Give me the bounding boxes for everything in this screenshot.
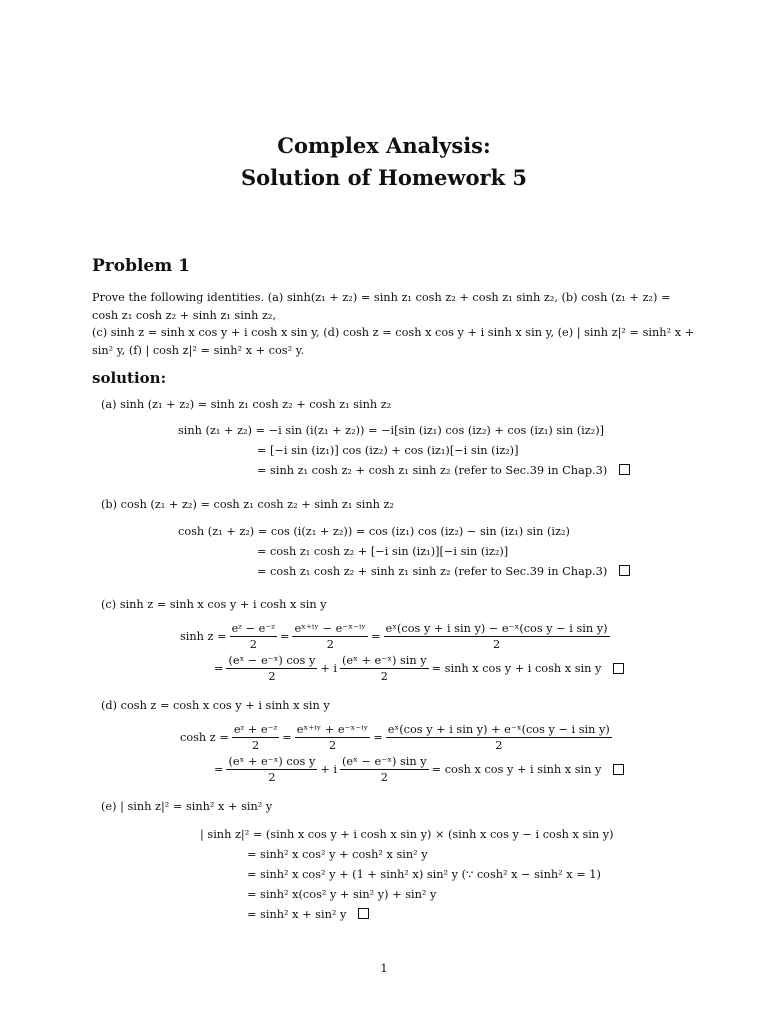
part-e-label: (e) | sinh z|² = sinh² x + sin² y: [101, 800, 273, 813]
part-a-label: (a) sinh (z₁ + z₂) = sinh z₁ cosh z₂ + cosh z₁ sinh z₂: [101, 398, 392, 411]
statement-line: sin² y, (f) | cosh z|² = sinh² x + cos² y.: [92, 343, 305, 357]
statement-line: (c) sinh z = sinh x cos y + i cosh x sin y, (d) cosh z = cosh x cos y + i sinh x sin y, (e) | sinh z|² = sinh² x +: [92, 326, 695, 340]
title-line-2: Solution of Homework 5: [240, 165, 528, 190]
statement-line: cosh z₁ cosh z₂ + sinh z₁ sinh z₂,: [92, 308, 277, 322]
qed-box-icon: [619, 464, 630, 475]
fraction: $\frac{\text{(eˣ − e⁻ˣ) cos y}}{2}$: [228, 654, 316, 683]
fraction: $\frac{\text{eˣ⁺ⁱʸ + e⁻ˣ⁻ⁱʸ}}{2}$: [296, 723, 369, 752]
part-c-label: (c) sinh z = sinh x cos y + i cosh x sin y: [101, 598, 327, 611]
part-d-eq-1: cosh z = $\frac{\text{eᶻ + e⁻ᶻ}}{2}$ = $\frac{\text{eˣ⁺ⁱʸ + e⁻ˣ⁻ⁱʸ}}{2}$ = $\frac{\text{eˣ(cos y + i sin y) + e⁻ˣ(cos y − i sin y)}}{2}$: [180, 723, 610, 752]
fraction: $\frac{\text{eˣ(cos y + i sin y) − e⁻ˣ(cos y − i sin y)}}{2}$: [385, 622, 608, 651]
part-b-line-3: [257, 565, 630, 578]
qed-box-icon: [619, 565, 630, 576]
part-d-label: (d) cosh z = cosh x cos y + i sinh x sin y: [101, 699, 330, 712]
part-c-lhs: sinh z =: [180, 630, 227, 643]
part-c-eq-1: sinh z = $\frac{\text{eᶻ − e⁻ᶻ}}{2}$ = $\frac{\text{eˣ⁺ⁱʸ − e⁻ˣ⁻ⁱʸ}}{2}$ = $\frac{\text{eˣ(cos y + i sin y) − e⁻ˣ(cos y − i sin y)}}{2}$: [180, 622, 608, 651]
part-e-line-5: [247, 908, 369, 921]
qed-box-icon: [358, 908, 369, 919]
part-d-eq-2: = $\frac{\text{(eˣ + e⁻ˣ) cos y}}{2}$ + i $\frac{\text{(eˣ − e⁻ˣ) sin y}}{2}$ = cosh x cos y + i sinh x sin y: [214, 755, 624, 784]
problem-heading: Problem 1: [92, 256, 190, 276]
part-a-line-1: sinh (z₁ + z₂) = −i sin (i(z₁ + z₂)) = −i[sin (iz₁) cos (iz₂) + cos (iz₁) sin (iz₂)]: [178, 424, 605, 437]
part-a-line-3: [257, 464, 630, 477]
part-c-result: = sinh x cos y + i cosh x sin y: [431, 662, 602, 675]
fraction: $\frac{\text{(eˣ + e⁻ˣ) sin y}}{2}$: [342, 654, 427, 683]
part-b-line-3-text: = cosh z₁ cosh z₂ + sinh z₁ sinh z₂ (refer to Sec.39 in Chap.3): [257, 565, 608, 578]
solution-heading: solution:: [92, 369, 167, 387]
part-e-line-5-text: = sinh² x + sin² y: [247, 908, 347, 921]
qed-box-icon: [613, 764, 624, 775]
fraction: $\frac{\text{eᶻ + e⁻ᶻ}}{2}$: [233, 723, 278, 752]
qed-box-icon: [613, 663, 624, 674]
part-b-label: (b) cosh (z₁ + z₂) = cosh z₁ cosh z₂ + sinh z₁ sinh z₂: [101, 498, 394, 511]
statement-line: Prove the following identities. (a) sinh(z₁ + z₂) = sinh z₁ cosh z₂ + cosh z₁ sinh z₂, (b) cosh (z₁ + z₂) =: [92, 291, 671, 304]
page-number: 1: [380, 962, 388, 975]
part-d-result: = cosh x cos y + i sinh x sin y: [431, 763, 602, 776]
part-b-line-2: = cosh z₁ cosh z₂ + [−i sin (iz₁)][−i sin (iz₂)]: [257, 545, 509, 558]
part-d-lhs: cosh z =: [180, 731, 229, 744]
title-line-1: Complex Analysis:: [277, 133, 491, 158]
fraction: $\frac{\text{eˣ⁺ⁱʸ − e⁻ˣ⁻ⁱʸ}}{2}$: [294, 622, 367, 651]
part-e-line-4: = sinh² x(cos² y + sin² y) + sin² y: [247, 888, 437, 901]
fraction: $\frac{\text{eˣ(cos y + i sin y) + e⁻ˣ(cos y − i sin y)}}{2}$: [387, 723, 610, 752]
fraction: $\frac{\text{eᶻ − e⁻ᶻ}}{2}$: [231, 622, 276, 651]
part-e-line-1: | sinh z|² = (sinh x cos y + i cosh x sin y) × (sinh x cos y − i cosh x sin y): [200, 828, 614, 841]
fraction: $\frac{\text{(eˣ − e⁻ˣ) sin y}}{2}$: [342, 755, 427, 784]
part-c-eq-2: = $\frac{\text{(eˣ − e⁻ˣ) cos y}}{2}$ + i $\frac{\text{(eˣ + e⁻ˣ) sin y}}{2}$ = sinh x cos y + i cosh x sin y: [214, 654, 624, 683]
part-a-line-2: = [−i sin (iz₁)] cos (iz₂) + cos (iz₁)[−i sin (iz₂)]: [257, 444, 519, 457]
problem-statement: [92, 289, 695, 359]
part-b-line-1: cosh (z₁ + z₂) = cos (i(z₁ + z₂)) = cos (iz₁) cos (iz₂) − sin (iz₁) sin (iz₂): [178, 525, 570, 538]
part-e-line-2: = sinh² x cos² y + cosh² x sin² y: [247, 848, 428, 861]
part-e-line-3: = sinh² x cos² y + (1 + sinh² x) sin² y (∵ cosh² x − sinh² x = 1): [247, 868, 601, 881]
document-title: [0, 130, 768, 194]
fraction: $\frac{\text{(eˣ + e⁻ˣ) cos y}}{2}$: [228, 755, 316, 784]
part-a-line-3-text: = sinh z₁ cosh z₂ + cosh z₁ sinh z₂ (refer to Sec.39 in Chap.3): [257, 464, 608, 477]
